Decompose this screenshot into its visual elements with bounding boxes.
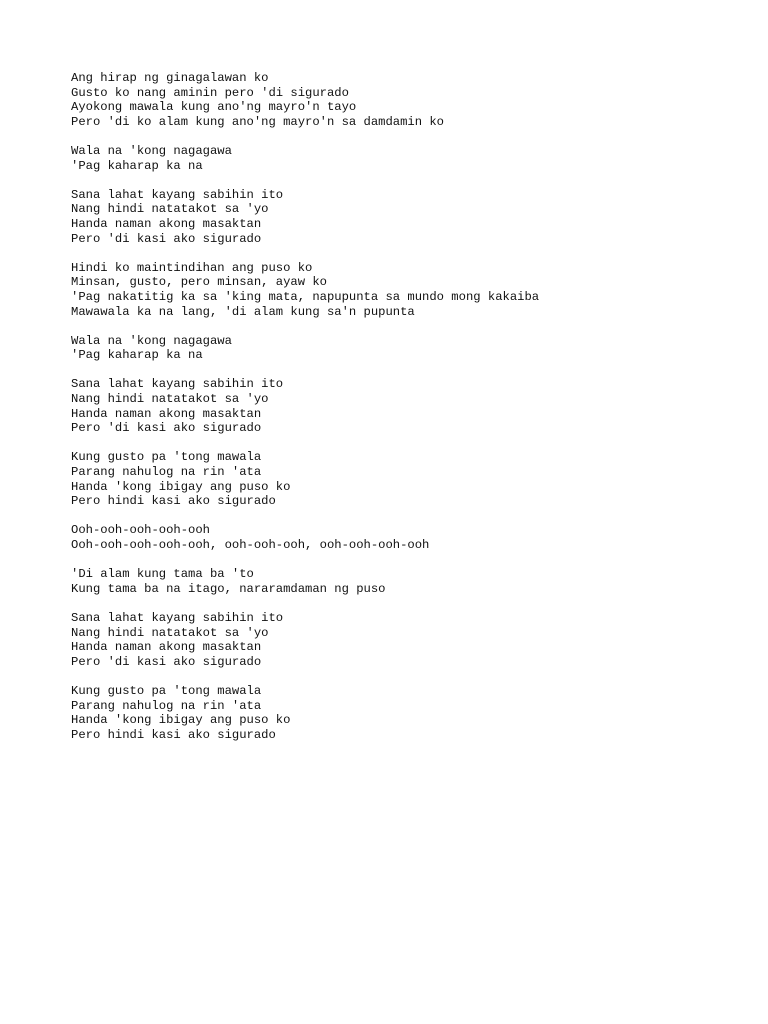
lyric-line: Gusto ko nang aminin pero 'di sigurado xyxy=(71,85,349,100)
lyric-line: Kung gusto pa 'tong mawala xyxy=(71,450,262,465)
lyric-line: Pero 'di kasi ako sigurado xyxy=(71,421,262,436)
lyrics-stanza xyxy=(71,377,751,435)
lyric-line: Hindi ko maintindihan ang puso ko xyxy=(71,260,313,275)
lyric-line: Sana lahat kayang sabihin ito xyxy=(71,187,284,202)
lyric-line: Parang nahulog na rin 'ata xyxy=(71,465,262,480)
lyrics-stanza xyxy=(71,261,751,319)
lyric-line: Ooh-ooh-ooh-ooh-ooh, ooh-ooh-ooh, ooh-ooh-ooh-ooh xyxy=(71,538,430,552)
lyric-line: Sana lahat kayang sabihin ito xyxy=(71,377,284,392)
lyric-line: Pero 'di ko alam kung ano'ng mayro'n sa damdamin ko xyxy=(71,114,444,129)
lyric-line: Ooh-ooh-ooh-ooh-ooh xyxy=(71,523,210,538)
lyric-line: 'Pag kaharap ka na xyxy=(71,158,203,173)
lyric-line: Ang hirap ng ginagalawan ko xyxy=(71,71,269,85)
lyric-line: Pero hindi kasi ako sigurado xyxy=(71,494,276,509)
lyric-line: Handa naman akong masaktan xyxy=(71,640,262,655)
lyric-line: Kung tama ba na itago, nararamdaman ng puso xyxy=(71,581,386,596)
lyric-line: Wala na 'kong nagagawa xyxy=(71,333,232,348)
lyric-line: Handa 'kong ibigay ang puso ko xyxy=(71,713,291,728)
lyrics-stanza xyxy=(71,71,751,129)
lyric-line: Ayokong mawala kung ano'ng mayro'n tayo xyxy=(71,100,357,115)
lyric-line: Pero 'di kasi ako sigurado xyxy=(71,654,262,669)
lyric-line: Wala na 'kong nagagawa xyxy=(71,143,232,158)
lyrics-stanza xyxy=(71,188,751,246)
lyric-line: Parang nahulog na rin 'ata xyxy=(71,698,262,713)
lyrics-stanza xyxy=(71,144,751,173)
lyric-line: Kung gusto pa 'tong mawala xyxy=(71,683,262,698)
lyric-line: Minsan, gusto, pero minsan, ayaw ko xyxy=(71,275,327,290)
lyric-line: Mawawala ka na lang, 'di alam kung sa'n pupunta xyxy=(71,304,415,319)
lyric-line: Pero hindi kasi ako sigurado xyxy=(71,727,276,742)
lyrics-stanza xyxy=(71,450,751,508)
lyrics-document xyxy=(71,71,751,757)
lyric-line: Handa naman akong masaktan xyxy=(71,216,262,231)
lyrics-stanza xyxy=(71,334,751,363)
lyric-line: Handa naman akong masaktan xyxy=(71,406,262,421)
lyric-line: 'Di alam kung tama ba 'to xyxy=(71,567,254,582)
lyric-line: 'Pag kaharap ka na xyxy=(71,348,203,363)
lyrics-stanza xyxy=(71,523,751,552)
lyric-line: 'Pag nakatitig ka sa 'king mata, napupunta sa mundo mong kakaiba xyxy=(71,289,540,304)
lyric-line: Handa 'kong ibigay ang puso ko xyxy=(71,479,291,494)
lyric-line: Nang hindi natatakot sa 'yo xyxy=(71,392,269,407)
lyric-line: Sana lahat kayang sabihin ito xyxy=(71,610,284,625)
lyrics-stanza xyxy=(71,611,751,669)
lyrics-stanza xyxy=(71,567,751,596)
lyric-line: Nang hindi natatakot sa 'yo xyxy=(71,202,269,217)
lyric-line: Pero 'di kasi ako sigurado xyxy=(71,231,262,246)
lyrics-stanza xyxy=(71,684,751,742)
lyric-line: Nang hindi natatakot sa 'yo xyxy=(71,625,269,640)
